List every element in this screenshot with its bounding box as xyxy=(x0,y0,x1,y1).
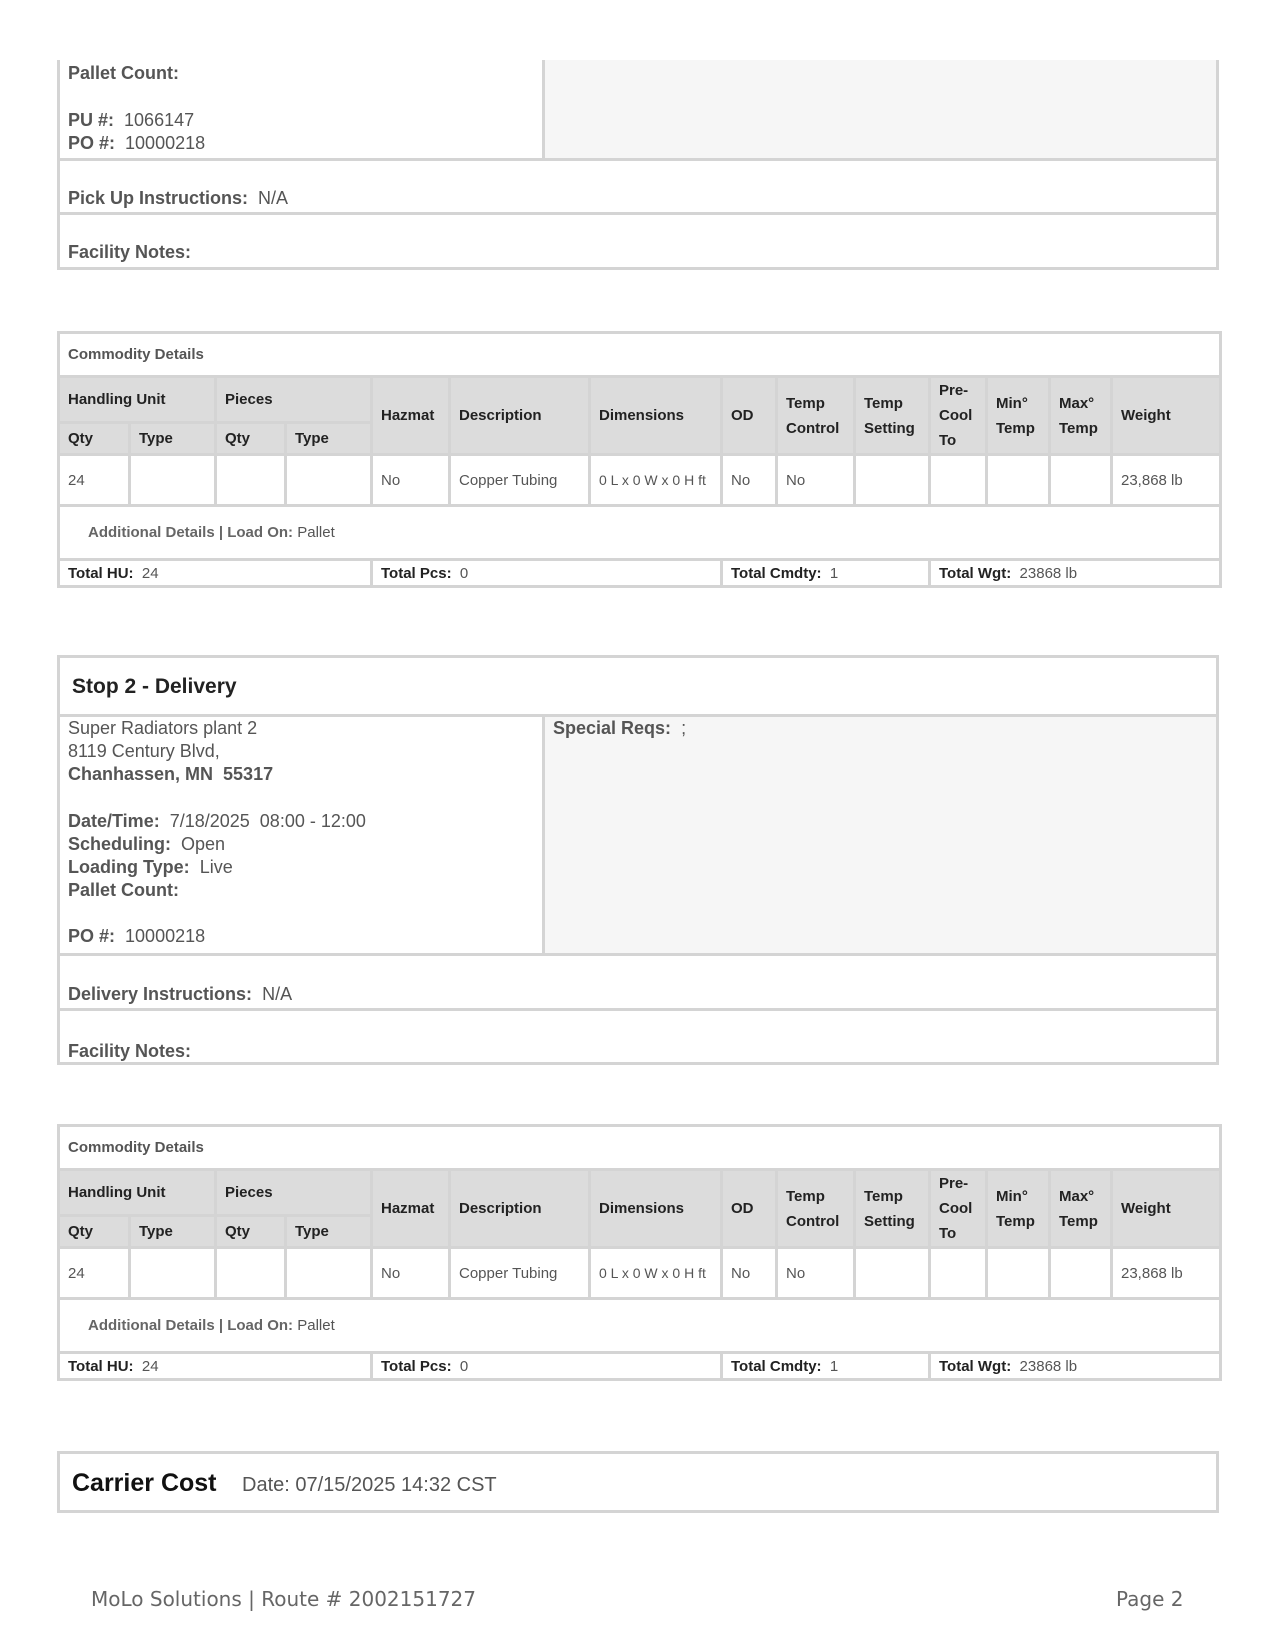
carrier-cost-panel xyxy=(57,1451,1219,1513)
commodity-caption: Commodity Details xyxy=(59,1126,1221,1170)
cell-pcs-type xyxy=(286,1248,372,1299)
cell-hazmat: No xyxy=(372,1248,450,1299)
header-pcs-qty: Qty xyxy=(216,423,286,455)
cell-temp-setting xyxy=(855,1248,930,1299)
page-number: Page 2 xyxy=(1116,1587,1184,1611)
pallet-count: Pallet Count: xyxy=(68,63,179,83)
cell-hu-type xyxy=(130,455,216,506)
scheduling: Scheduling: Open xyxy=(68,834,226,854)
additional-details: Additional Details | Load On: Pallet xyxy=(59,506,1221,560)
cell-pcs-qty xyxy=(216,455,286,506)
header-max-temp: Max° Temp xyxy=(1050,1170,1112,1248)
commodity-caption: Commodity Details xyxy=(59,333,1221,377)
header-hu-qty: Qty xyxy=(59,1216,130,1248)
table-row xyxy=(59,455,1221,506)
additional-details: Additional Details | Load On: Pallet xyxy=(59,1299,1221,1353)
cell-weight: 23,868 lb xyxy=(1112,455,1221,506)
stop2-title: Stop 2 - Delivery xyxy=(72,675,237,698)
header-temp-control: Temp Control xyxy=(777,1170,855,1248)
header-description: Description xyxy=(450,1170,590,1248)
facility-notes: Facility Notes: xyxy=(68,242,192,262)
header-temp-setting: Temp Setting xyxy=(855,1170,930,1248)
commodity-details-2 xyxy=(57,1124,1219,1381)
header-hu-qty: Qty xyxy=(59,423,130,455)
header-description: Description xyxy=(450,377,590,455)
header-dimensions: Dimensions xyxy=(590,377,722,455)
date-time: Date/Time: 7/18/2025 08:00 - 12:00 xyxy=(68,811,366,831)
header-hazmat: Hazmat xyxy=(372,1170,450,1248)
loading-type: Loading Type: Live xyxy=(68,857,233,877)
total-wgt: Total Wgt: 23868 lb xyxy=(930,560,1221,587)
po-number: PO #: 10000218 xyxy=(68,133,206,153)
total-wgt: Total Wgt: 23868 lb xyxy=(930,1353,1221,1380)
header-min-temp: Min° Temp xyxy=(987,377,1050,455)
po-number: PO #: 10000218 xyxy=(68,926,206,946)
cell-od: No xyxy=(722,455,777,506)
header-pcs-qty: Qty xyxy=(216,1216,286,1248)
total-pcs: Total Pcs: 0 xyxy=(372,1353,722,1380)
header-handling-unit: Handling Unit xyxy=(59,377,216,423)
header-od: OD xyxy=(722,377,777,455)
stop1-panel xyxy=(57,60,1219,270)
cell-pcs-type xyxy=(286,455,372,506)
pu-number: PU #: 1066147 xyxy=(68,110,195,130)
cell-description: Copper Tubing xyxy=(450,455,590,506)
facility-city: Chanhassen, MN 55317 xyxy=(68,764,274,784)
header-hu-type: Type xyxy=(130,1216,216,1248)
commodity-details-1 xyxy=(57,331,1219,588)
header-temp-control: Temp Control xyxy=(777,377,855,455)
total-pcs: Total Pcs: 0 xyxy=(372,560,722,587)
header-min-temp: Min° Temp xyxy=(987,1170,1050,1248)
header-pieces: Pieces xyxy=(216,1170,372,1216)
carrier-cost-date: Date: 07/15/2025 14:32 CST xyxy=(242,1474,497,1496)
carrier-cost-title: Carrier Cost xyxy=(72,1469,217,1497)
cell-max-temp xyxy=(1050,455,1112,506)
total-hu: Total HU: 24 xyxy=(59,1353,372,1380)
cell-min-temp xyxy=(987,1248,1050,1299)
header-hazmat: Hazmat xyxy=(372,377,450,455)
facility-street: 8119 Century Blvd, xyxy=(68,741,220,761)
pickup-instructions: Pick Up Instructions: N/A xyxy=(68,188,289,208)
cell-weight: 23,868 lb xyxy=(1112,1248,1221,1299)
stop1-special-area xyxy=(542,60,1216,158)
facility-name: Super Radiators plant 2 xyxy=(68,718,258,738)
cell-hazmat: No xyxy=(372,455,450,506)
cell-dimensions: 0 L x 0 W x 0 H ft xyxy=(590,455,722,506)
total-cmdty: Total Cmdty: 1 xyxy=(722,1353,930,1380)
cell-min-temp xyxy=(987,455,1050,506)
facility-notes: Facility Notes: xyxy=(68,1041,192,1061)
total-cmdty: Total Cmdty: 1 xyxy=(722,560,930,587)
table-row xyxy=(59,1248,1221,1299)
pallet-count: Pallet Count: xyxy=(68,880,179,900)
cell-temp-control: No xyxy=(777,1248,855,1299)
header-weight: Weight xyxy=(1112,1170,1221,1248)
header-pre-cool: Pre-Cool To xyxy=(930,1170,987,1248)
stop2-panel xyxy=(57,655,1219,1065)
cell-max-temp xyxy=(1050,1248,1112,1299)
header-weight: Weight xyxy=(1112,377,1221,455)
header-pcs-type: Type xyxy=(286,1216,372,1248)
header-pieces: Pieces xyxy=(216,377,372,423)
cell-hu-qty: 24 xyxy=(59,1248,130,1299)
cell-pre-cool xyxy=(930,455,987,506)
header-pre-cool: Pre-Cool To xyxy=(930,377,987,455)
header-temp-setting: Temp Setting xyxy=(855,377,930,455)
cell-pcs-qty xyxy=(216,1248,286,1299)
header-hu-type: Type xyxy=(130,423,216,455)
cell-temp-control: No xyxy=(777,455,855,506)
cell-hu-qty: 24 xyxy=(59,455,130,506)
cell-pre-cool xyxy=(930,1248,987,1299)
header-handling-unit: Handling Unit xyxy=(59,1170,216,1216)
cell-hu-type xyxy=(130,1248,216,1299)
footer-route: MoLo Solutions | Route # 2002151727 xyxy=(91,1587,476,1611)
delivery-instructions: Delivery Instructions: N/A xyxy=(68,984,293,1004)
total-hu: Total HU: 24 xyxy=(59,560,372,587)
header-od: OD xyxy=(722,1170,777,1248)
cell-dimensions: 0 L x 0 W x 0 H ft xyxy=(590,1248,722,1299)
header-pcs-type: Type xyxy=(286,423,372,455)
special-reqs-area xyxy=(542,717,1216,953)
header-dimensions: Dimensions xyxy=(590,1170,722,1248)
cell-od: No xyxy=(722,1248,777,1299)
special-reqs: Special Reqs: ; xyxy=(553,718,687,738)
cell-temp-setting xyxy=(855,455,930,506)
header-max-temp: Max° Temp xyxy=(1050,377,1112,455)
cell-description: Copper Tubing xyxy=(450,1248,590,1299)
